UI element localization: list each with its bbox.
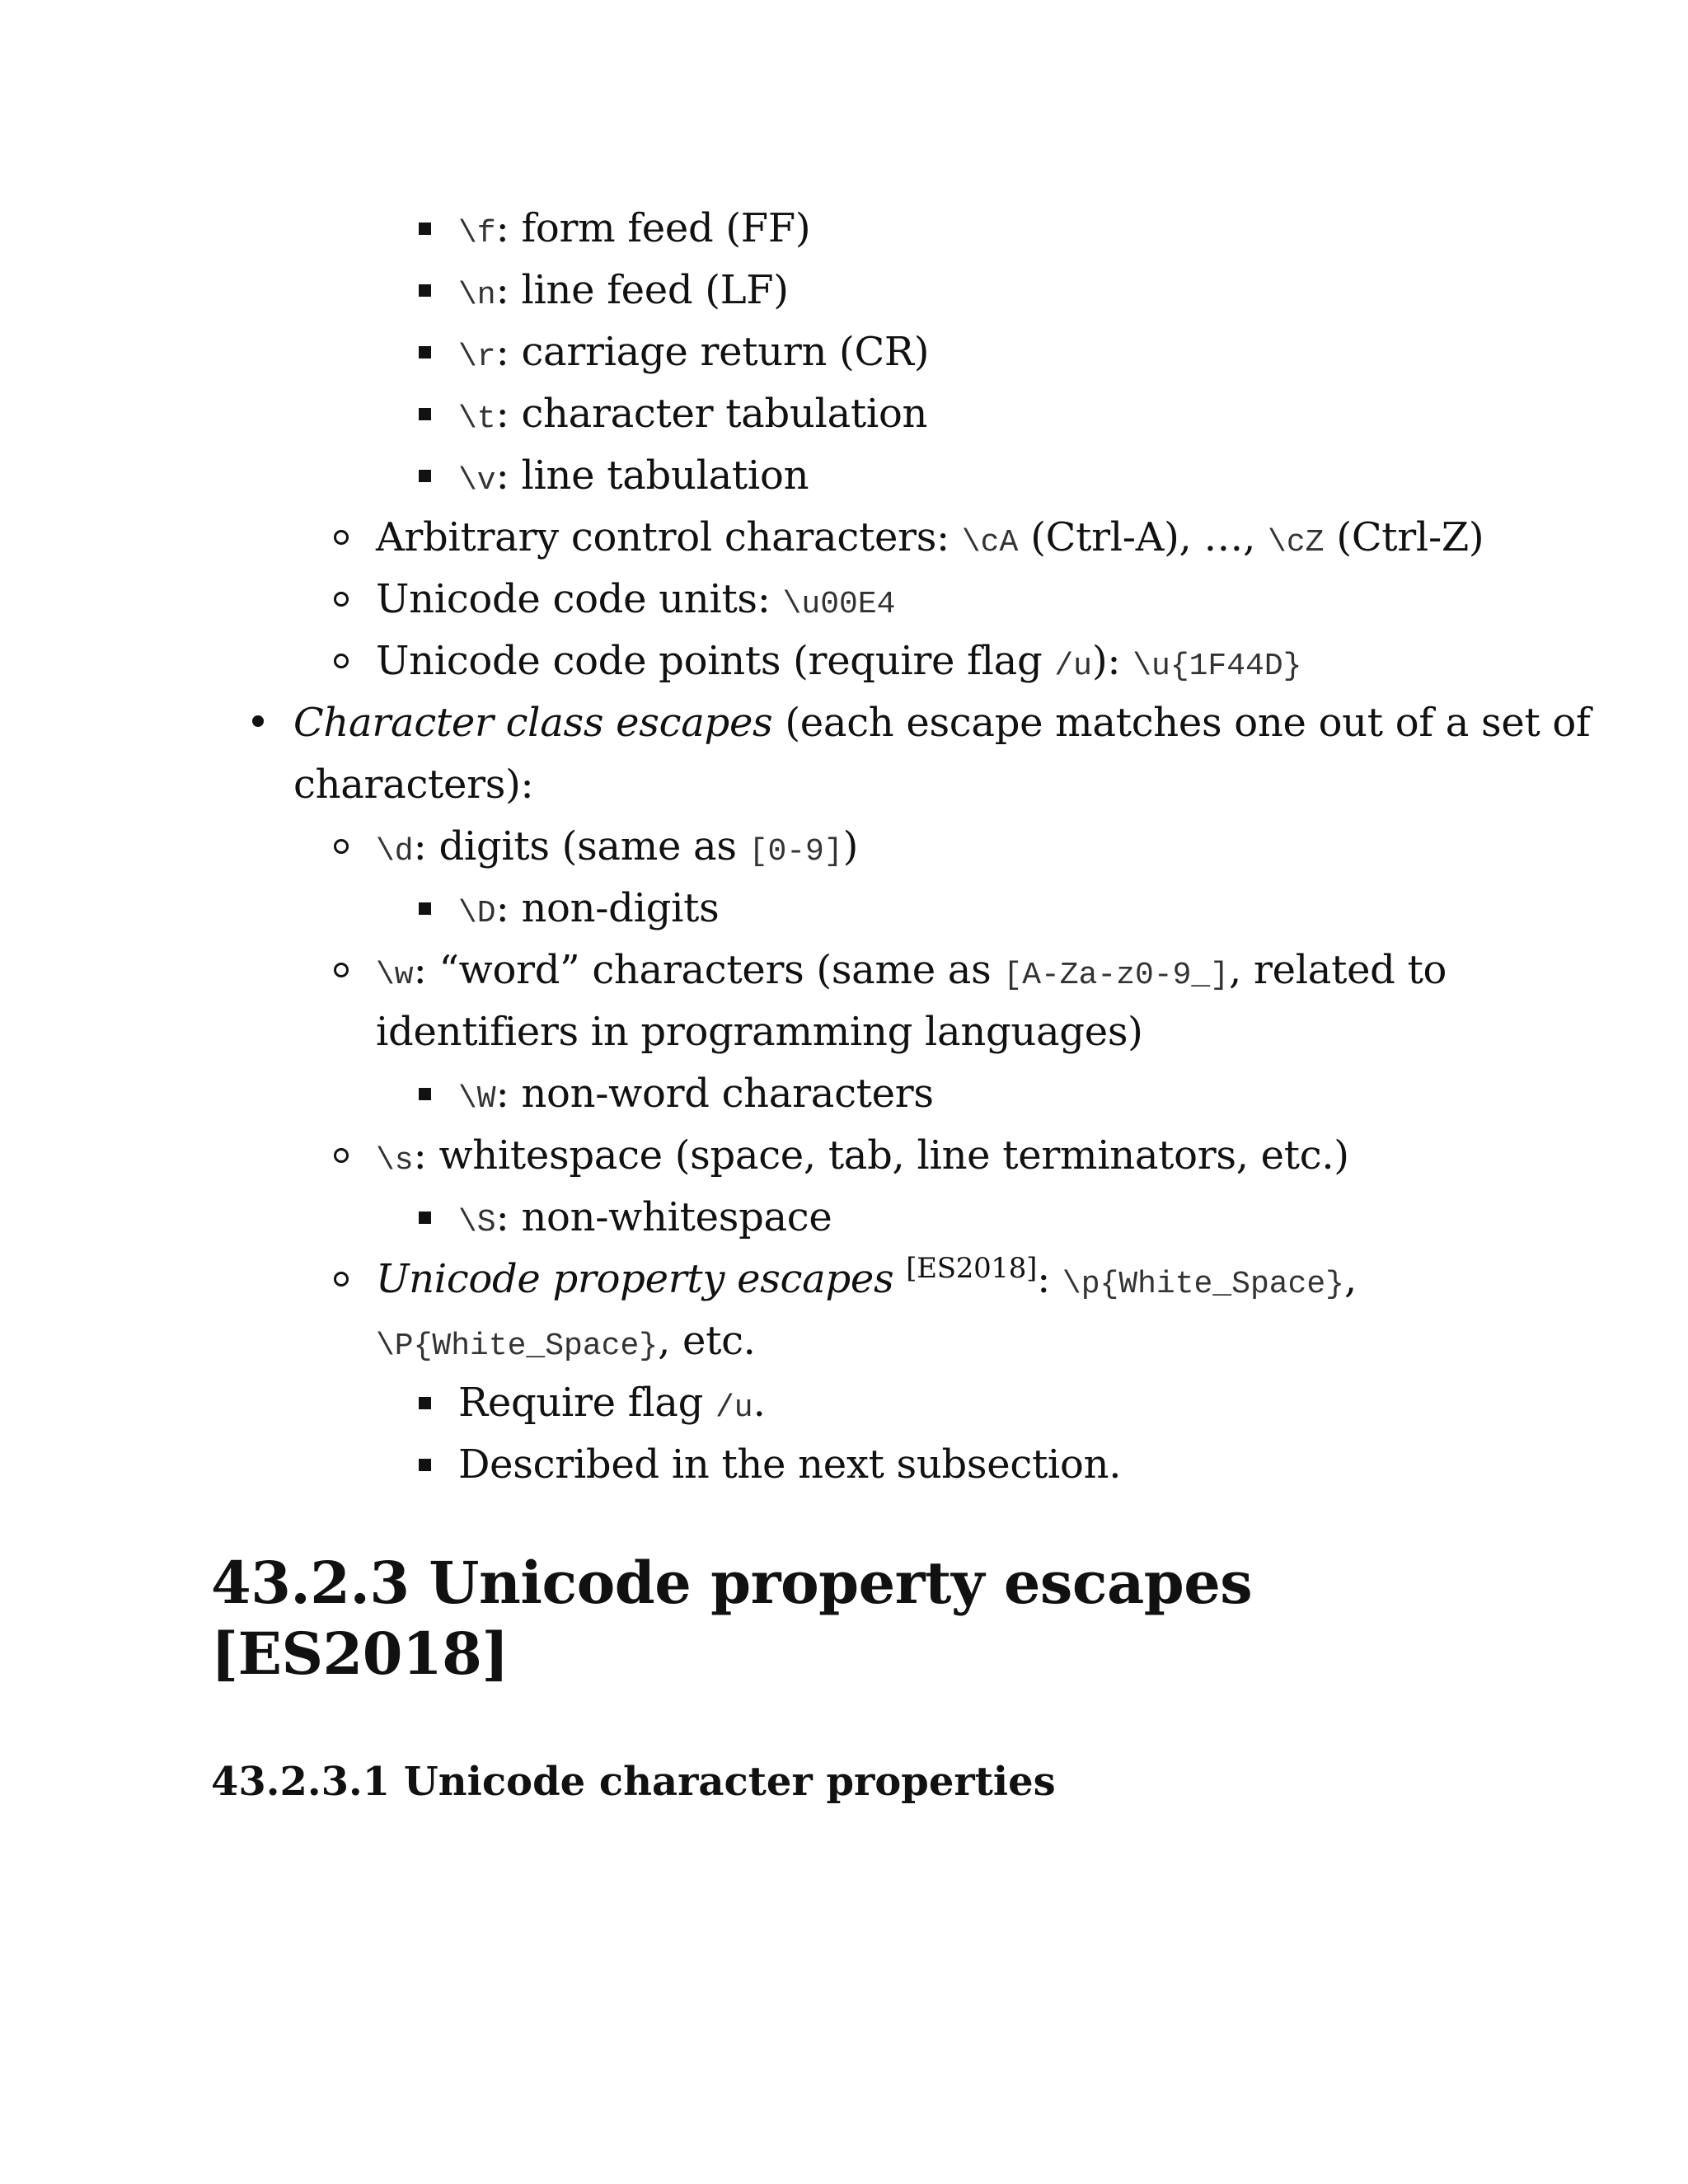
square-bullet — [419, 346, 431, 359]
list-item: \W: non-word characters — [458, 1071, 934, 1117]
circle-bullet — [334, 654, 349, 668]
circle-bullet — [334, 592, 349, 607]
circle-bullet — [334, 1272, 349, 1286]
list-item: \f: form feed (FF) — [458, 205, 811, 251]
circle-bullet — [334, 839, 349, 854]
list-item: Arbitrary control characters: \cA (Ctrl-A), …, \cZ (Ctrl-Z) — [376, 514, 1484, 560]
circle-bullet — [334, 1148, 349, 1163]
square-bullet — [419, 223, 431, 235]
list-item: \v: line tabulation — [458, 452, 809, 499]
list-item: Unicode code units: \u00E4 — [376, 576, 896, 622]
list-item: \s: whitespace (space, tab, line terminators, etc.) — [376, 1132, 1349, 1179]
list-item: \S: non-whitespace — [458, 1194, 832, 1240]
circle-bullet — [334, 963, 349, 977]
square-bullet — [419, 902, 431, 915]
list-item-continuation: characters): — [293, 762, 534, 808]
list-item-continuation: \P{White_Space}, etc. — [376, 1318, 756, 1364]
list-item: Character class escapes (each escape matches one out of a set of — [293, 700, 1591, 746]
circle-bullet — [334, 530, 349, 545]
list-item: Described in the next subsection. — [458, 1441, 1122, 1488]
square-bullet — [419, 1212, 431, 1224]
subsection-heading: 43.2.3.1 Unicode character properties — [211, 1759, 1056, 1805]
square-bullet — [419, 1088, 431, 1100]
list-item: Unicode property escapes [ES2018]: \p{White_Space}, — [376, 1252, 1357, 1302]
section-heading-continuation: [ES2018] — [211, 1619, 509, 1688]
list-item: \r: carriage return (CR) — [458, 329, 930, 375]
list-item: \D: non-digits — [458, 885, 720, 931]
square-bullet — [419, 470, 431, 482]
list-item: Unicode code points (require flag /u): \u{1F44D} — [376, 638, 1302, 684]
list-item: Require flag /u. — [458, 1380, 766, 1426]
square-bullet — [419, 408, 431, 420]
section-heading: 43.2.3 Unicode property escapes — [211, 1549, 1253, 1617]
list-item: \t: character tabulation — [458, 391, 928, 437]
square-bullet — [419, 284, 431, 297]
square-bullet — [419, 1397, 431, 1409]
list-item: \w: “word” characters (same as [A-Za-z0-9_], related to — [376, 947, 1447, 993]
square-bullet — [419, 1459, 431, 1471]
list-item: \n: line feed (LF) — [458, 267, 789, 313]
disc-bullet — [252, 715, 264, 727]
list-item: \d: digits (same as [0-9]) — [376, 823, 859, 869]
list-item-continuation: identifiers in programming languages) — [376, 1009, 1143, 1055]
